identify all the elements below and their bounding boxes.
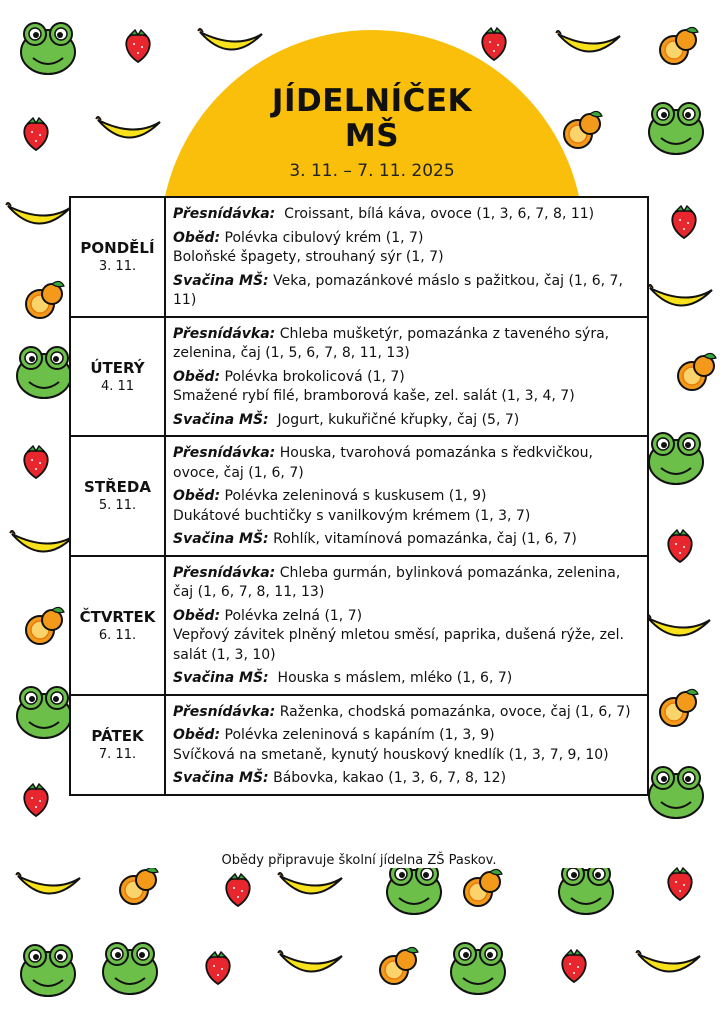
meal-label: Přesnídávka: <box>173 206 276 222</box>
day-row-streda <box>71 435 647 555</box>
orange-icon <box>120 867 158 904</box>
day-row-pondeli <box>71 198 647 316</box>
meal-item <box>173 368 641 407</box>
meal-text: Polévka cibulový krém (1, 7) <box>220 229 424 246</box>
meals-cell <box>166 198 647 316</box>
banana-icon <box>198 29 262 50</box>
meal-item <box>173 607 641 666</box>
banana-icon <box>556 31 620 52</box>
day-date: 5. 11. <box>98 498 137 514</box>
meal-item <box>173 272 641 311</box>
meal-item <box>173 229 641 268</box>
meal-label: Přesnídávka: <box>173 445 276 461</box>
meal-item <box>173 487 641 526</box>
strawberry-icon <box>226 874 249 906</box>
strawberry-icon <box>126 30 149 62</box>
banana-icon <box>10 531 74 552</box>
meal-text: Polévka zelná (1, 7) <box>220 607 363 624</box>
meal-text: Polévka brokolicová (1, 7) <box>220 368 405 385</box>
meal-text: Boloňské špagety, strouhaný sýr (1, 7) <box>173 249 444 265</box>
banana-icon <box>278 951 342 972</box>
day-cell <box>71 437 166 555</box>
orange-icon <box>380 947 418 984</box>
meal-item <box>173 444 641 483</box>
frog-icon <box>21 945 75 996</box>
orange-icon <box>26 281 64 318</box>
meal-item <box>173 726 641 765</box>
meal-text: Raženka, chodská pomazánka, ovoce, čaj (1, 6, 7) <box>275 703 631 720</box>
footer-note: Obědy připravuje školní jídelna ZŠ Paskov. <box>69 853 649 868</box>
meal-label: Svačina MŠ: <box>173 670 269 686</box>
day-cell <box>71 557 166 694</box>
menu-header <box>160 84 584 181</box>
orange-icon <box>464 869 502 906</box>
day-row-utery <box>71 316 647 436</box>
frog-icon <box>559 863 613 914</box>
day-date: 6. 11. <box>98 627 137 643</box>
orange-icon <box>660 27 698 64</box>
frog-icon <box>17 687 71 738</box>
meal-item <box>173 669 641 689</box>
meal-item <box>173 703 641 723</box>
strawberry-icon <box>24 446 47 478</box>
frog-icon <box>649 103 703 154</box>
meal-label: Svačina MŠ: <box>173 770 269 786</box>
meal-label: Svačina MŠ: <box>173 531 269 547</box>
orange-icon <box>660 689 698 726</box>
frog-icon <box>103 943 157 994</box>
meals-cell <box>166 437 647 555</box>
banana-icon <box>648 285 712 306</box>
frog-icon <box>451 943 505 994</box>
day-name: ČTVRTEK <box>79 607 156 626</box>
day-cell <box>71 696 166 794</box>
day-name: PÁTEK <box>91 727 144 745</box>
meal-label: Svačina MŠ: <box>173 411 269 428</box>
day-row-patek <box>71 694 647 794</box>
meals-cell <box>166 318 647 436</box>
banana-icon <box>278 873 342 894</box>
meal-label: Svačina MŠ: <box>173 272 269 289</box>
meal-text: Vepřový závitek plněný mletou směsí, paprika, dušená rýže, zel. salát (1, 3, 10) <box>173 627 629 663</box>
day-date: 4. 11 <box>100 378 135 394</box>
strawberry-icon <box>206 952 229 984</box>
meal-label: Přesnídávka: <box>173 325 276 342</box>
meal-label: Oběd: <box>173 607 221 624</box>
strawberry-icon <box>24 784 47 816</box>
banana-icon <box>16 873 80 894</box>
banana-icon <box>646 615 710 636</box>
frog-icon <box>649 433 703 484</box>
meal-text: Chleba mušketýr, pomazánka z taveného sýra, zelenina, čaj (1, 5, 6, 7, 8, 11, 13) <box>173 325 614 361</box>
day-date: 7. 11. <box>98 747 137 762</box>
meal-text: Rohlík, vitamínová pomazánka, čaj (1, 6, 7) <box>268 531 577 547</box>
strawberry-icon <box>668 530 691 562</box>
day-name: PONDĚLÍ <box>80 239 155 258</box>
day-cell <box>71 318 166 436</box>
day-date: 3. 11. <box>98 259 137 275</box>
meal-text: Veka, pomazánkové máslo s pažitkou, čaj (1, 6, 7, 11) <box>173 272 628 308</box>
meal-label: Přesnídávka: <box>173 564 276 581</box>
day-row-ctvrtek <box>71 555 647 694</box>
meal-item <box>173 564 641 603</box>
meal-text: Polévka zeleninová s kuskusem (1, 9) <box>220 488 487 504</box>
page-title: JÍDELNÍČEK <box>271 83 473 119</box>
meal-text: Svíčková na smetaně, kynutý houskový knedlík (1, 3, 7, 9, 10) <box>173 746 609 763</box>
meal-item <box>173 530 641 550</box>
meal-item <box>173 411 641 431</box>
menu-table <box>69 196 649 796</box>
orange-icon <box>678 353 716 390</box>
meal-text: Bábovka, kakao (1, 3, 6, 7, 8, 12) <box>268 770 507 786</box>
day-name: ÚTERÝ <box>90 358 145 377</box>
date-range: 3. 11. – 7. 11. 2025 <box>289 161 455 181</box>
meal-item <box>173 769 641 789</box>
banana-icon <box>96 117 160 138</box>
day-cell <box>71 198 166 316</box>
banana-icon <box>6 203 70 224</box>
meal-item <box>173 325 641 364</box>
page-subtitle: MŠ <box>344 118 400 154</box>
strawberry-icon <box>668 868 691 900</box>
strawberry-icon <box>24 118 47 150</box>
frog-icon <box>17 347 71 398</box>
meals-cell <box>166 696 647 794</box>
meal-text: Polévka zeleninová s kapáním (1, 3, 9) <box>220 727 495 743</box>
frog-icon <box>649 767 703 818</box>
day-name: STŘEDA <box>84 478 151 497</box>
meal-text: Houska s máslem, mléko (1, 6, 7) <box>268 670 513 686</box>
banana-icon <box>636 951 700 972</box>
frog-icon <box>387 863 441 914</box>
meal-text: Jogurt, kukuřičné křupky, čaj (5, 7) <box>268 411 520 428</box>
meal-text: Dukátové buchtičky s vanilkovým krémem (1, 3, 7) <box>173 507 531 524</box>
meal-text: Croissant, bílá káva, ovoce (1, 3, 6, 7, 8, 11) <box>275 206 595 222</box>
meal-label: Přesnídávka: <box>173 703 276 720</box>
orange-icon <box>26 607 64 644</box>
meal-text: Chleba gurmán, bylinková pomazánka, zelenina, čaj (1, 6, 7, 8, 11, 13) <box>173 564 625 600</box>
meal-label: Oběd: <box>173 229 221 246</box>
meal-text: Smažené rybí filé, bramborová kaše, zel. salát (1, 3, 4, 7) <box>173 388 575 404</box>
meal-label: Oběd: <box>173 727 221 743</box>
strawberry-icon <box>562 950 585 982</box>
meals-cell <box>166 557 647 694</box>
meal-label: Oběd: <box>173 488 221 504</box>
strawberry-icon <box>672 206 695 238</box>
strawberry-icon <box>482 28 505 60</box>
meal-item <box>173 205 641 225</box>
meal-label: Oběd: <box>173 368 221 385</box>
frog-icon <box>21 23 75 74</box>
meal-text: Houska, tvarohová pomazánka s ředkvičkou, ovoce, čaj (1, 6, 7) <box>173 445 598 481</box>
